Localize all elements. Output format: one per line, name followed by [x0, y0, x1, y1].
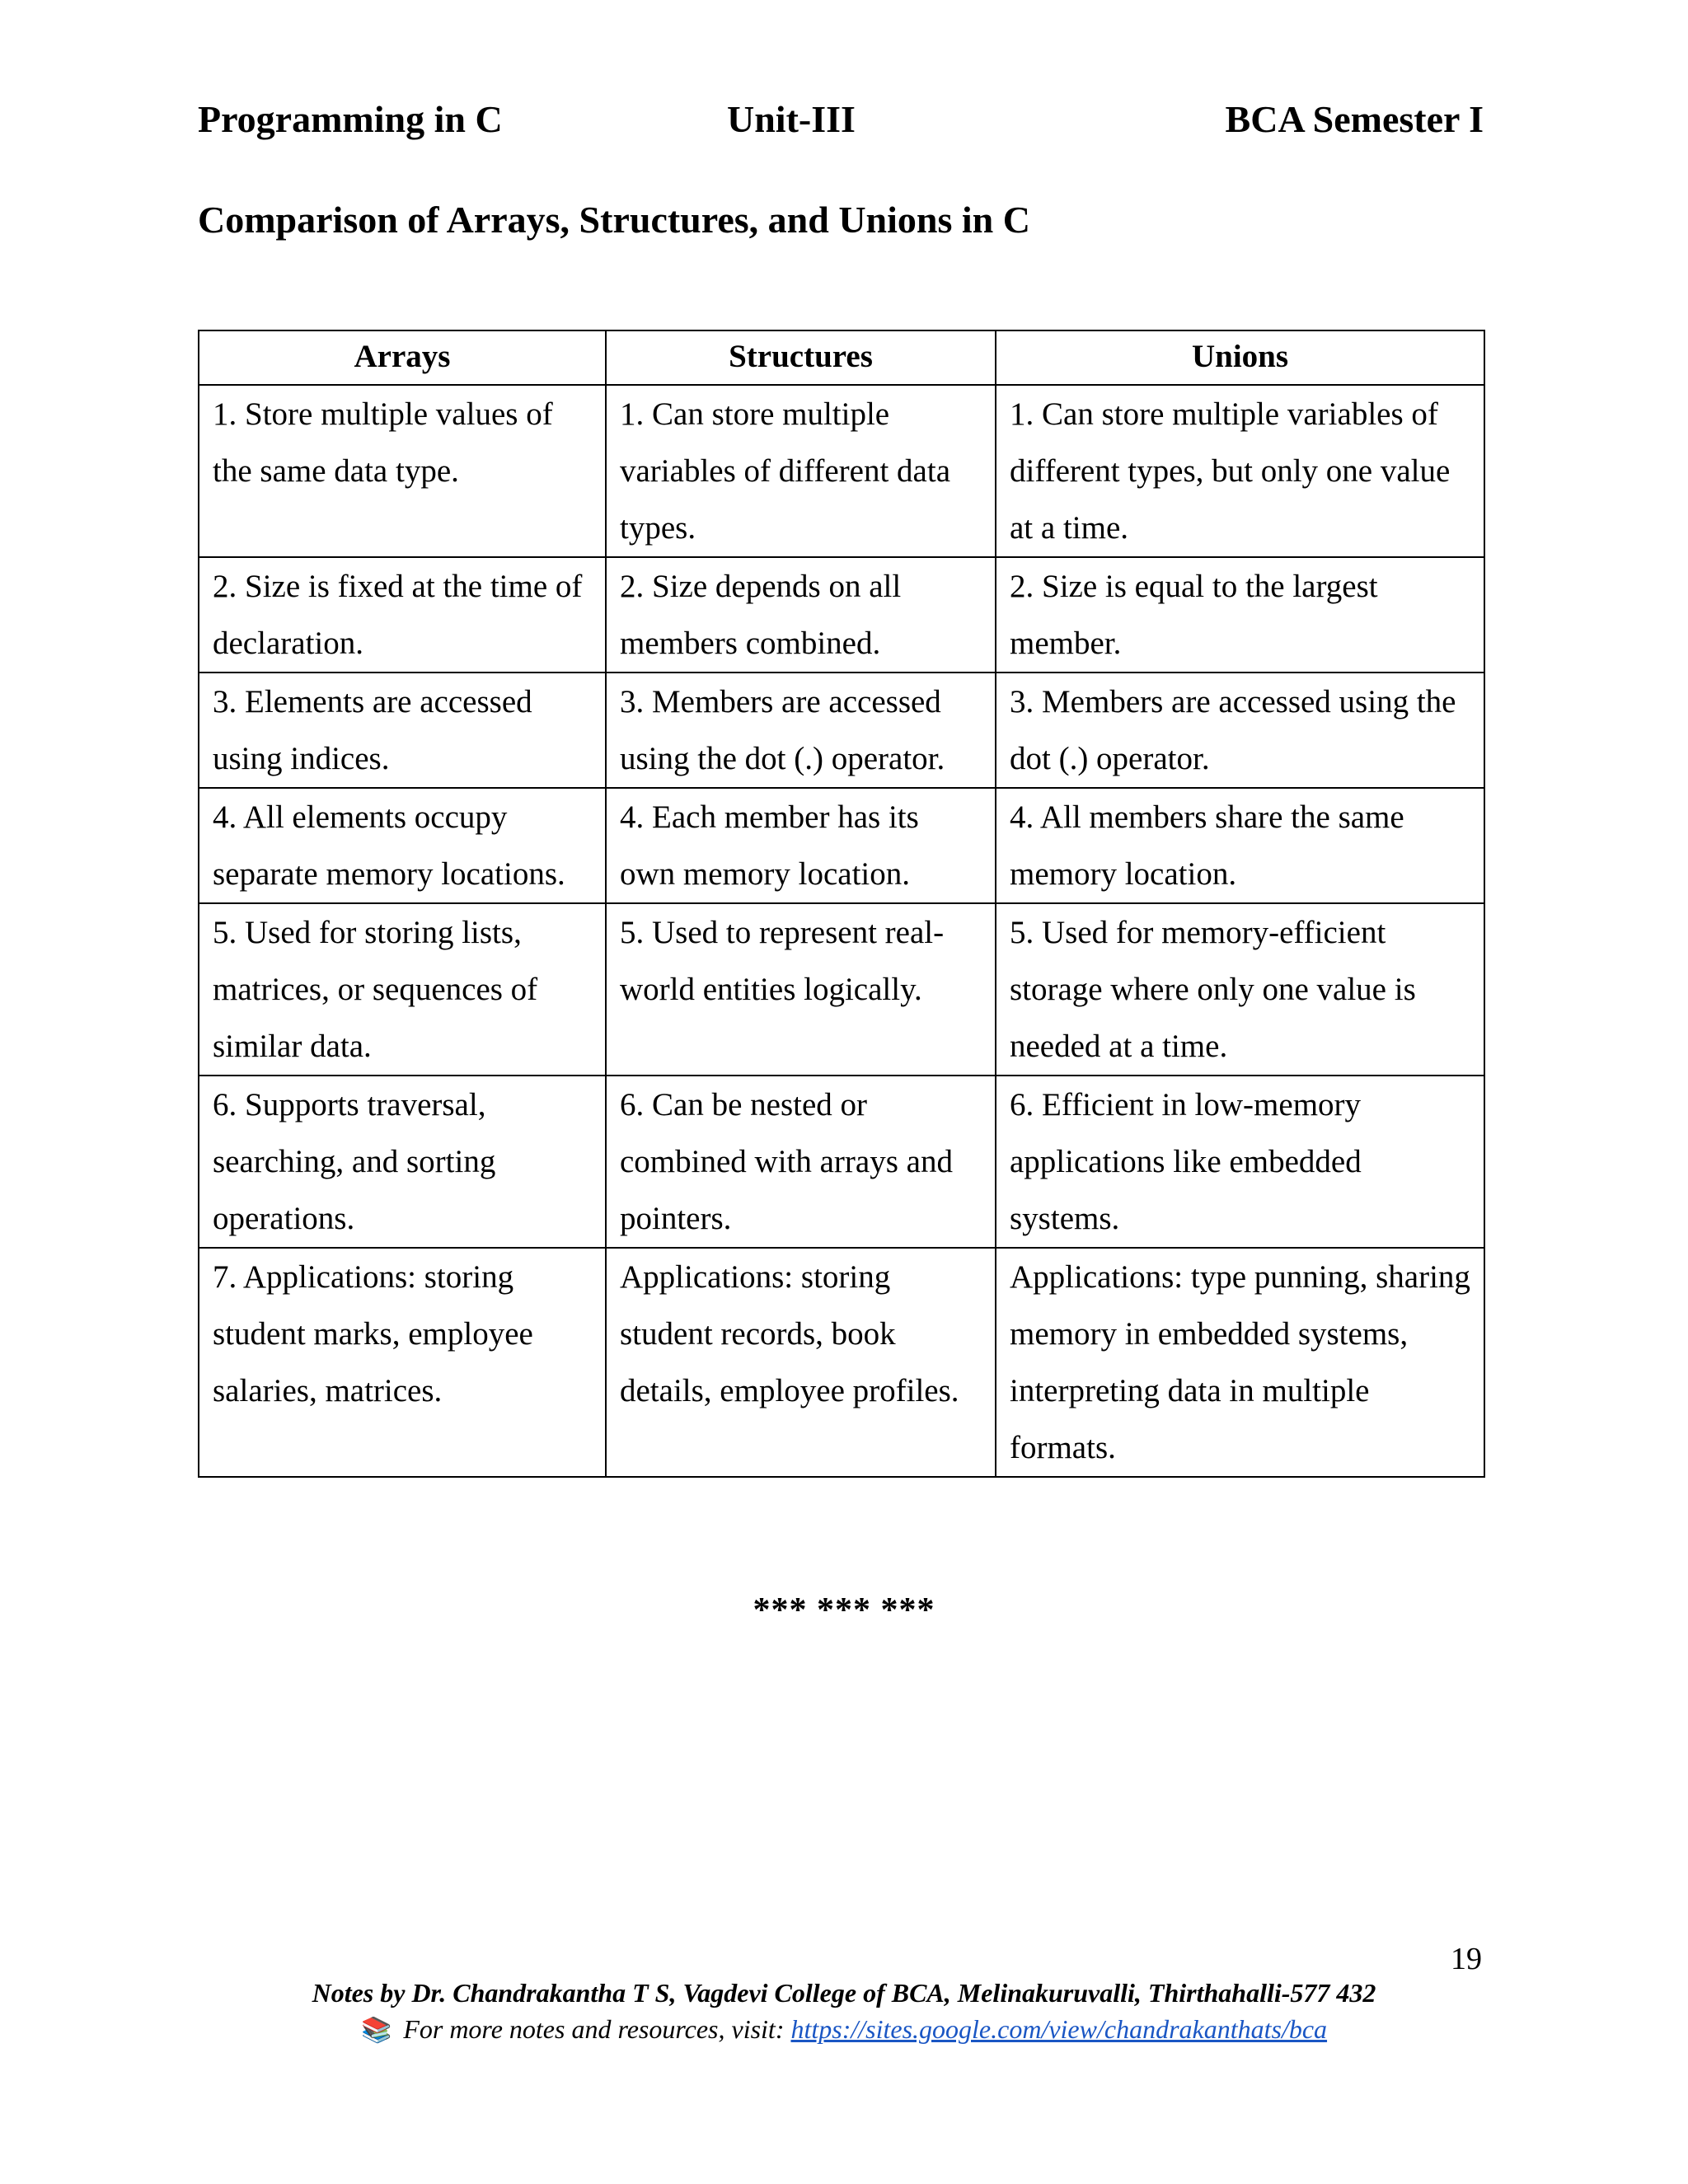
column-header-unions: Unions: [996, 330, 1484, 385]
page-title: Comparison of Arrays, Structures, and Unions in C: [198, 199, 1030, 241]
table-row: [199, 1076, 1484, 1248]
table-cell: 2. Size is fixed at the time of declaration.: [199, 557, 606, 673]
table-cell: 4. Each member has its own memory location.: [606, 788, 996, 903]
resources-link[interactable]: https://sites.google.com/view/chandrakanthats/bca: [790, 2014, 1328, 2044]
table-cell: 5. Used for storing lists, matrices, or sequences of similar data.: [199, 903, 606, 1076]
table-cell: 3. Elements are accessed using indices.: [199, 673, 606, 788]
table-cell: 4. All members share the same memory location.: [996, 788, 1484, 903]
footer-resources-line: [0, 2014, 1688, 2045]
table-cell: 3. Members are accessed using the dot (.) operator.: [996, 673, 1484, 788]
table-cell: 5. Used to represent real-world entities logically.: [606, 903, 996, 1076]
table-cell: Applications: storing student records, book details, employee profiles.: [606, 1248, 996, 1477]
table-cell: 3. Members are accessed using the dot (.) operator.: [606, 673, 996, 788]
table-row: [199, 788, 1484, 903]
section-end-marks: *** *** ***: [753, 1591, 935, 1629]
table-row: [199, 673, 1484, 788]
table-row: [199, 903, 1484, 1076]
table-cell: 5. Used for memory-efficient storage where only one value is needed at a time.: [996, 903, 1484, 1076]
header-course-title: Programming in C: [198, 98, 503, 140]
table-cell: 1. Can store multiple variables of different types, but only one value at a time.: [996, 385, 1484, 557]
footer-resources-text: For more notes and resources, visit:: [403, 2014, 785, 2044]
header-semester: BCA Semester I: [1225, 98, 1484, 140]
table-cell: 2. Size is equal to the largest member.: [996, 557, 1484, 673]
table-cell: 6. Can be nested or combined with arrays and pointers.: [606, 1076, 996, 1248]
table-cell: 2. Size depends on all members combined.: [606, 557, 996, 673]
page-number: 19: [1451, 1942, 1482, 1976]
table-row: [199, 557, 1484, 673]
table-row: [199, 385, 1484, 557]
comparison-table: [198, 330, 1485, 1478]
running-header: [198, 97, 1484, 147]
table-cell: 6. Supports traversal, searching, and sorting operations.: [199, 1076, 606, 1248]
table-row: [199, 1248, 1484, 1477]
book-icon: 📚: [360, 2017, 392, 2044]
table-cell: 1. Can store multiple variables of different data types.: [606, 385, 996, 557]
table-cell: 6. Efficient in low-memory applications like embedded systems.: [996, 1076, 1484, 1248]
column-header-arrays: Arrays: [199, 330, 606, 385]
footer-author-line: Notes by Dr. Chandrakantha T S, Vagdevi College of BCA, Melinakuruvalli, Thirthahalli-577 432: [312, 1978, 1376, 2008]
table-cell: 1. Store multiple values of the same data type.: [199, 385, 606, 557]
table-cell: Applications: type punning, sharing memory in embedded systems, interpreting data in multiple formats.: [996, 1248, 1484, 1477]
header-unit: Unit-III: [727, 98, 856, 140]
column-header-structures: Structures: [606, 330, 996, 385]
table-cell: 7. Applications: storing student marks, employee salaries, matrices.: [199, 1248, 606, 1477]
table-header-row: [199, 330, 1484, 385]
table-cell: 4. All elements occupy separate memory locations.: [199, 788, 606, 903]
